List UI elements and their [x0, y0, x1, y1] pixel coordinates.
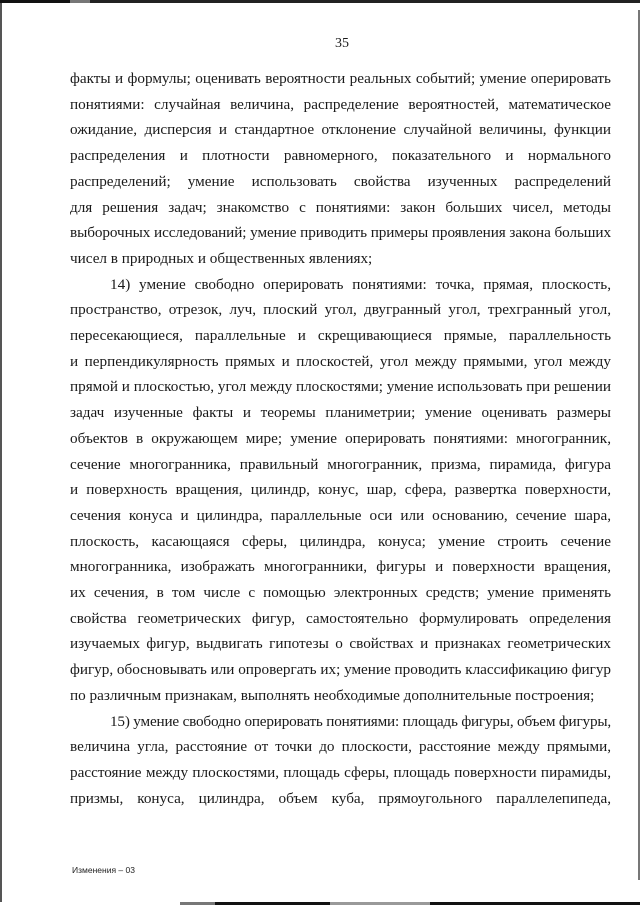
text-line: объектов в окружающем мире; умение оперировать понятиями: многогранник, [70, 429, 611, 447]
text-line: понятиями: случайная величина, распределение вероятностей, математическое [70, 95, 611, 113]
text-line: задач изученные факты и теоремы планиметрии; умение оценивать размеры [70, 404, 611, 422]
list-item-14-start: 14) умение свободно оперировать понятиями: точка, прямая, плоскость, [110, 275, 611, 293]
text-line: плоскость, касающаяся сферы, цилиндра, конуса; умение строить сечение [70, 532, 611, 550]
document-body [70, 66, 611, 811]
text-line: величина угла, расстояние от точки до плоскости, расстояние между прямыми, [70, 738, 611, 756]
text-line: и поверхность вращения, цилиндр, конус, шар, сфера, развертка поверхности, [70, 481, 611, 499]
page-number: 35 [335, 36, 349, 51]
text-line: расстояние между плоскостями, площадь сферы, площадь поверхности пирамиды, [70, 763, 611, 781]
text-line: сечения конуса и цилиндра, параллельные оси или основанию, сечение шара, [70, 506, 611, 524]
text-line: фигур, обосновывать или опровергать их; умение проводить классификацию фигур [70, 661, 611, 679]
text-line: прямой и плоскостью, угол между плоскостями; умение использовать при решении [70, 378, 611, 396]
text-line: пространство, отрезок, луч, плоский угол, двугранный угол, трехгранный угол, [70, 301, 611, 319]
text-line: для решения задач; знакомство с понятиями: закон больших чисел, методы [70, 198, 611, 216]
footer-revision-note: Изменения – 03 [72, 865, 135, 875]
text-line: по различным признакам, выполнять необходимые дополнительные построения; [70, 686, 595, 704]
text-line: изучаемых фигур, выдвигать гипотезы о свойствах и признаках геометрических [70, 635, 611, 653]
text-line: и перпендикулярность прямых и плоскостей, угол между прямыми, угол между [70, 352, 611, 370]
text-line: факты и формулы; оценивать вероятности реальных событий; умение оперировать [70, 70, 611, 87]
text-line: сечение многогранника, правильный многогранник, призма, пирамида, фигура [70, 455, 611, 473]
text-line: распределений; умение использовать свойства изученных распределений [70, 172, 611, 190]
text-line: свойства геометрических фигур, самостоятельно формулировать определения [70, 609, 611, 627]
text-line: их сечения, в том числе с помощью электронных средств; умение применять [70, 584, 611, 602]
list-item-15-start: 15) умение свободно оперировать понятиями: площадь фигуры, объем фигуры, [110, 712, 611, 730]
text-line: призмы, конуса, цилиндра, объем куба, прямоугольного параллелепипеда, [70, 789, 611, 807]
text-line: распределения и плотности равномерного, показательного и нормального [70, 147, 611, 165]
scan-edge-top [0, 0, 640, 3]
text-line: чисел в природных и общественных явлениях; [70, 249, 373, 267]
scan-edge-left [0, 3, 2, 902]
text-line: пересекающиеся, параллельные и скрещивающиеся прямые, параллельность [70, 327, 611, 345]
text-line: выборочных исследований; умение приводить примеры проявления закона больших [70, 224, 611, 242]
text-line: многогранника, изображать многогранники, фигуры и поверхности вращения, [70, 558, 611, 576]
text-line: ожидание, дисперсия и стандартное отклонение случайной величины, функции [70, 121, 611, 139]
